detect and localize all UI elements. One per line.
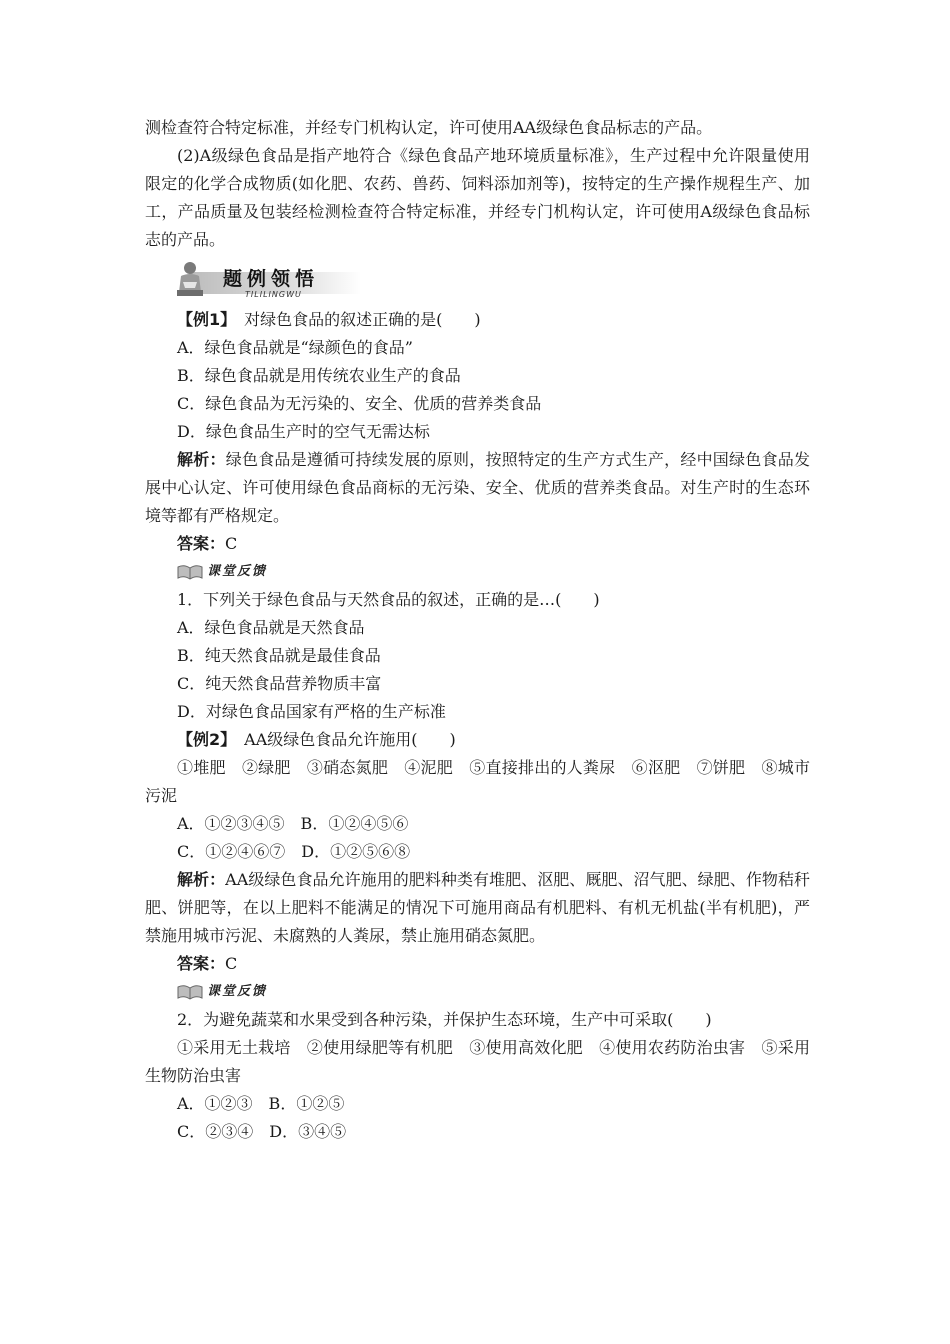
analysis-text: AA级绿色食品允许施用的肥料种类有堆肥、沤肥、厩肥、沼气肥、绿肥、作物秸秆肥、饼肥等，在以上肥料不能满足的情况下可施用商品有机肥料、有机无机盐(半有机肥)，严禁施用城市污泥、未腐熟的人粪尿，禁止施用硝态氮肥。	[145, 870, 810, 945]
example1-option: C．绿色食品为无污染的、安全、优质的营养类食品	[177, 394, 542, 413]
feedback1-option: D．对绿色食品国家有严格的生产标准	[177, 702, 446, 721]
document-body	[145, 114, 810, 1146]
answer-label: 答案：	[177, 534, 226, 553]
feedback2-items: ①采用无土栽培 ②使用绿肥等有机肥 ③使用高效化肥 ④使用农药防治虫害 ⑤采用生物防治虫害	[145, 1038, 810, 1085]
example1-option: A．绿色食品就是“绿颜色的食品”	[177, 338, 413, 357]
example1-question-text: 对绿色食品的叙述正确的是( )	[244, 310, 481, 329]
answer-value: C	[225, 534, 238, 553]
feedback2-options-row: A．①②③ B．①②⑤	[177, 1094, 345, 1113]
example1-analysis	[145, 446, 810, 530]
answer-value: C	[225, 954, 238, 973]
example2-answer	[145, 950, 810, 978]
example1-tag: 【例1】	[177, 310, 229, 329]
example2-analysis	[145, 866, 810, 950]
book-icon	[177, 984, 203, 1000]
example2-options-row: A．①②③④⑤ B．①②④⑤⑥	[177, 814, 409, 833]
example1-question	[145, 306, 810, 334]
example2-items: ①堆肥 ②绿肥 ③硝态氮肥 ④泥肥 ⑤直接排出的人粪尿 ⑥沤肥 ⑦饼肥 ⑧城市污泥	[145, 758, 810, 805]
feedback-header	[177, 978, 810, 1006]
section-title: 题例领悟	[223, 268, 320, 290]
feedback1-option: B．纯天然食品就是最佳食品	[177, 646, 381, 665]
feedback2-options-row: C．②③④ D．③④⑤	[177, 1122, 347, 1141]
analysis-label: 解析：	[177, 450, 226, 469]
section-subtitle: TILILINGWU	[245, 290, 302, 299]
feedback1-option: A．绿色食品就是天然食品	[177, 618, 365, 637]
answer-label: 答案：	[177, 954, 226, 973]
intro-line: 测检查符合特定标准，并经专门机构认定，许可使用AA级绿色食品标志的产品。	[145, 118, 713, 137]
example2-options-row: C．①②④⑥⑦ D．①②⑤⑥⑧	[177, 842, 411, 861]
intro-paragraph: (2)A级绿色食品是指产地符合《绿色食品产地环境质量标准》，生产过程中允许限量使用限定的化学合成物质(如化肥、农药、兽药、饲料添加剂等)，按特定的生产操作规程生产、加工，产品质量及包装经检测检查符合特定标准，并经专门机构认定，许可使用A级绿色食品标志的产品。	[145, 146, 810, 249]
example2-question	[145, 726, 810, 754]
feedback1-option: C．纯天然食品营养物质丰富	[177, 674, 382, 693]
example2-tag: 【例2】	[177, 730, 229, 749]
example2-question-text: AA级绿色食品允许施用( )	[244, 730, 456, 749]
feedback-label: 课堂反馈	[207, 984, 268, 999]
feedback-label: 课堂反馈	[207, 564, 268, 579]
analysis-text: 绿色食品是遵循可持续发展的原则，按照特定的生产方式生产，经中国绿色食品发展中心认定、许可使用绿色食品商标的无污染、安全、优质的营养类食品。对生产时的生态环境等都有严格规定。	[145, 450, 810, 525]
example1-option: D．绿色食品生产时的空气无需达标	[177, 422, 430, 441]
section-banner	[173, 260, 363, 306]
feedback-header	[177, 558, 810, 586]
reader-figure-icon	[175, 260, 205, 300]
feedback1-question: 1．下列关于绿色食品与天然食品的叙述，正确的是…( )	[177, 590, 600, 609]
example1-option: B．绿色食品就是用传统农业生产的食品	[177, 366, 461, 385]
analysis-label: 解析：	[177, 870, 226, 889]
feedback2-question: 2．为避免蔬菜和水果受到各种污染，并保护生态环境，生产中可采取( )	[177, 1010, 712, 1029]
example1-answer	[145, 530, 810, 558]
book-icon	[177, 564, 203, 580]
